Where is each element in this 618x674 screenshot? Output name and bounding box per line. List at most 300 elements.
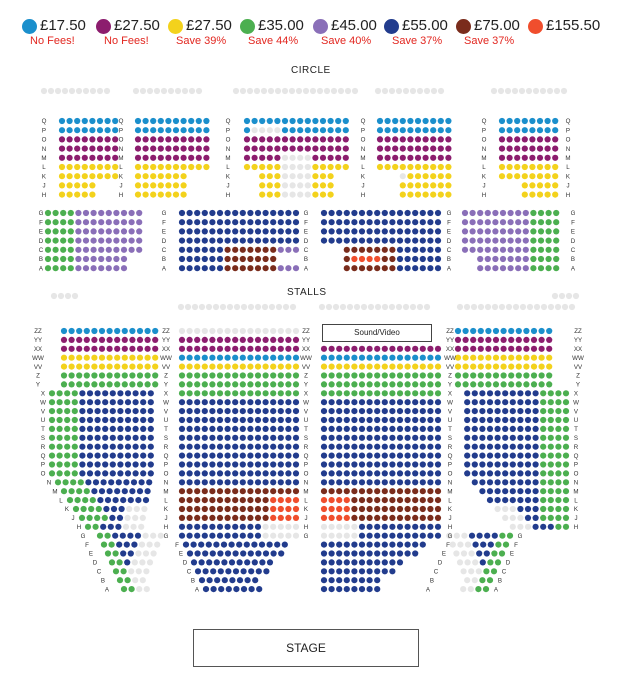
seat[interactable] (106, 210, 112, 216)
seat[interactable] (67, 127, 73, 133)
seat[interactable] (255, 247, 261, 253)
seat[interactable] (351, 408, 357, 414)
seat[interactable] (255, 435, 261, 441)
seat[interactable] (204, 183, 209, 188)
seat[interactable] (255, 524, 261, 530)
seat[interactable] (248, 550, 254, 556)
seat[interactable] (119, 506, 125, 512)
seat[interactable] (382, 435, 388, 441)
seat[interactable] (540, 390, 546, 396)
seat[interactable] (181, 182, 187, 188)
seat[interactable] (267, 173, 273, 179)
seat[interactable] (278, 550, 284, 556)
seat[interactable] (225, 506, 231, 512)
seat[interactable] (533, 515, 539, 521)
seat[interactable] (336, 372, 342, 378)
seat[interactable] (500, 192, 505, 197)
seat[interactable] (501, 346, 507, 352)
seat[interactable] (245, 174, 250, 179)
seat[interactable] (403, 304, 409, 310)
seat[interactable] (525, 524, 531, 530)
seat[interactable] (431, 88, 437, 94)
seat[interactable] (110, 435, 116, 441)
seat[interactable] (106, 219, 112, 225)
seat[interactable] (538, 219, 544, 225)
seat[interactable] (202, 238, 208, 244)
seat[interactable] (105, 146, 111, 152)
seat[interactable] (367, 497, 373, 503)
seat[interactable] (128, 497, 134, 503)
seat[interactable] (485, 238, 491, 244)
seat[interactable] (147, 559, 153, 565)
seat[interactable] (114, 381, 120, 387)
seat[interactable] (187, 488, 193, 494)
seat[interactable] (329, 497, 335, 503)
seat[interactable] (344, 533, 350, 539)
seat[interactable] (470, 355, 476, 361)
seat[interactable] (479, 453, 485, 459)
seat[interactable] (105, 192, 110, 197)
seat[interactable] (427, 515, 433, 521)
seat[interactable] (397, 390, 403, 396)
seat[interactable] (187, 372, 193, 378)
seat[interactable] (209, 435, 215, 441)
seat[interactable] (464, 470, 470, 476)
seat[interactable] (539, 328, 545, 334)
seat[interactable] (263, 417, 269, 423)
seat[interactable] (463, 381, 469, 387)
seat[interactable] (412, 219, 418, 225)
seat[interactable] (232, 435, 238, 441)
seat[interactable] (114, 346, 120, 352)
seat[interactable] (133, 399, 139, 405)
seat[interactable] (420, 524, 426, 530)
seat[interactable] (122, 328, 128, 334)
seat[interactable] (79, 444, 85, 450)
seat[interactable] (110, 470, 116, 476)
seat[interactable] (517, 435, 523, 441)
seat[interactable] (479, 479, 485, 485)
seat[interactable] (278, 506, 284, 512)
seat[interactable] (67, 155, 73, 161)
seat[interactable] (566, 293, 572, 299)
seat[interactable] (501, 372, 507, 378)
seat[interactable] (278, 372, 284, 378)
seat[interactable] (267, 559, 273, 565)
seat[interactable] (137, 337, 143, 343)
seat[interactable] (259, 155, 265, 161)
seat[interactable] (165, 192, 171, 198)
seat[interactable] (274, 118, 280, 124)
seat[interactable] (563, 461, 569, 467)
seat[interactable] (57, 435, 63, 441)
seat[interactable] (271, 550, 277, 556)
seat[interactable] (202, 524, 208, 530)
seat[interactable] (84, 337, 90, 343)
seat[interactable] (548, 524, 554, 530)
seat[interactable] (104, 88, 110, 94)
seat[interactable] (225, 247, 231, 253)
seat[interactable] (427, 265, 433, 271)
seat[interactable] (344, 390, 350, 396)
seat[interactable] (503, 542, 509, 548)
seat[interactable] (435, 346, 441, 352)
seat[interactable] (99, 381, 105, 387)
seat[interactable] (510, 524, 516, 530)
seat[interactable] (259, 136, 265, 142)
seat[interactable] (196, 136, 202, 142)
seat[interactable] (485, 364, 491, 370)
seat[interactable] (491, 550, 497, 556)
seat[interactable] (336, 453, 342, 459)
seat[interactable] (263, 346, 269, 352)
seat[interactable] (121, 219, 127, 225)
seat[interactable] (359, 417, 365, 423)
seat[interactable] (480, 542, 486, 548)
seat[interactable] (202, 479, 208, 485)
seat[interactable] (329, 568, 335, 574)
seat[interactable] (285, 435, 291, 441)
seat[interactable] (516, 355, 522, 361)
seat[interactable] (217, 515, 223, 521)
seat[interactable] (392, 118, 398, 124)
seat[interactable] (305, 136, 311, 142)
seat[interactable] (263, 372, 269, 378)
seat[interactable] (427, 488, 433, 494)
seat[interactable] (508, 372, 514, 378)
seat[interactable] (285, 426, 291, 432)
seat[interactable] (194, 497, 200, 503)
seat[interactable] (555, 470, 561, 476)
seat[interactable] (321, 355, 327, 361)
seat[interactable] (328, 127, 334, 133)
seat[interactable] (502, 417, 508, 423)
seat[interactable] (555, 488, 561, 494)
seat[interactable] (110, 417, 116, 423)
seat[interactable] (72, 408, 78, 414)
seat[interactable] (187, 364, 193, 370)
seat[interactable] (367, 488, 373, 494)
seat[interactable] (344, 497, 350, 503)
seat[interactable] (179, 399, 185, 405)
seat[interactable] (179, 488, 185, 494)
seat[interactable] (472, 399, 478, 405)
seat[interactable] (247, 488, 253, 494)
seat[interactable] (72, 453, 78, 459)
seat[interactable] (522, 155, 528, 161)
seat[interactable] (217, 497, 223, 503)
seat[interactable] (76, 355, 82, 361)
seat[interactable] (415, 127, 421, 133)
seat[interactable] (247, 328, 253, 334)
seat[interactable] (136, 247, 142, 253)
seat[interactable] (293, 381, 299, 387)
seat[interactable] (455, 337, 461, 343)
seat[interactable] (359, 479, 365, 485)
seat[interactable] (274, 173, 280, 179)
seat[interactable] (427, 372, 433, 378)
seat[interactable] (263, 381, 269, 387)
seat[interactable] (545, 182, 551, 188)
seat[interactable] (435, 256, 441, 262)
seat[interactable] (247, 533, 253, 539)
seat[interactable] (240, 470, 246, 476)
seat[interactable] (336, 219, 342, 225)
seat[interactable] (367, 417, 373, 423)
seat[interactable] (420, 408, 426, 414)
seat[interactable] (278, 453, 284, 459)
seat[interactable] (525, 461, 531, 467)
seat[interactable] (405, 444, 411, 450)
seat[interactable] (540, 453, 546, 459)
seat[interactable] (59, 192, 65, 198)
seat[interactable] (477, 210, 483, 216)
seat[interactable] (106, 256, 112, 262)
seat[interactable] (179, 497, 185, 503)
seat[interactable] (435, 364, 441, 370)
seat[interactable] (389, 524, 395, 530)
seat[interactable] (546, 238, 552, 244)
seat[interactable] (270, 435, 276, 441)
seat[interactable] (405, 238, 411, 244)
seat[interactable] (240, 417, 246, 423)
seat[interactable] (136, 219, 142, 225)
seat[interactable] (240, 88, 246, 94)
seat[interactable] (194, 328, 200, 334)
seat[interactable] (217, 247, 223, 253)
seat[interactable] (397, 256, 403, 262)
seat[interactable] (540, 435, 546, 441)
seat[interactable] (154, 88, 160, 94)
seat[interactable] (179, 426, 185, 432)
seat[interactable] (91, 210, 97, 216)
seat[interactable] (329, 408, 335, 414)
seat[interactable] (129, 219, 135, 225)
seat[interactable] (407, 182, 413, 188)
seat[interactable] (351, 542, 357, 548)
seat[interactable] (196, 88, 202, 94)
seat[interactable] (368, 304, 374, 310)
seat[interactable] (385, 192, 390, 197)
seat[interactable] (97, 173, 103, 179)
seat[interactable] (187, 461, 193, 467)
seat[interactable] (209, 515, 215, 521)
seat[interactable] (385, 118, 391, 124)
seat[interactable] (209, 506, 215, 512)
seat[interactable] (95, 453, 101, 459)
seat[interactable] (282, 542, 288, 548)
seat[interactable] (61, 488, 67, 494)
seat[interactable] (274, 192, 280, 198)
seat[interactable] (359, 381, 365, 387)
seat[interactable] (479, 577, 485, 583)
seat[interactable] (89, 118, 95, 124)
seat[interactable] (427, 247, 433, 253)
seat[interactable] (255, 461, 261, 467)
seat[interactable] (351, 435, 357, 441)
seat[interactable] (181, 164, 187, 170)
seat[interactable] (64, 408, 70, 414)
seat[interactable] (378, 192, 383, 197)
seat[interactable] (263, 328, 269, 334)
seat[interactable] (470, 257, 475, 262)
seat[interactable] (240, 479, 246, 485)
seat[interactable] (326, 304, 332, 310)
seat[interactable] (263, 444, 269, 450)
seat[interactable] (244, 136, 250, 142)
seat[interactable] (400, 173, 406, 179)
seat[interactable] (397, 497, 403, 503)
seat[interactable] (552, 136, 558, 142)
seat[interactable] (84, 381, 90, 387)
seat[interactable] (389, 256, 395, 262)
seat[interactable] (187, 435, 193, 441)
seat[interactable] (359, 390, 365, 396)
seat[interactable] (525, 515, 531, 521)
seat[interactable] (359, 408, 365, 414)
seat[interactable] (508, 265, 514, 271)
seat[interactable] (397, 408, 403, 414)
seat[interactable] (359, 542, 365, 548)
seat[interactable] (502, 488, 508, 494)
seat[interactable] (359, 470, 365, 476)
seat[interactable] (255, 399, 261, 405)
seat[interactable] (194, 337, 200, 343)
seat[interactable] (107, 355, 113, 361)
seat[interactable] (150, 533, 156, 539)
seat[interactable] (305, 127, 311, 133)
seat[interactable] (232, 453, 238, 459)
seat[interactable] (546, 355, 552, 361)
seat[interactable] (247, 444, 253, 450)
seat[interactable] (148, 408, 154, 414)
seat[interactable] (113, 219, 119, 225)
seat[interactable] (217, 408, 223, 414)
seat[interactable] (525, 426, 531, 432)
seat[interactable] (259, 118, 265, 124)
seat[interactable] (293, 444, 299, 450)
seat[interactable] (113, 238, 119, 244)
seat[interactable] (188, 155, 194, 161)
seat[interactable] (461, 533, 467, 539)
seat[interactable] (438, 88, 444, 94)
seat[interactable] (136, 238, 142, 244)
seat[interactable] (479, 390, 485, 396)
seat[interactable] (500, 247, 506, 253)
seat[interactable] (487, 444, 493, 450)
seat[interactable] (405, 219, 411, 225)
seat[interactable] (255, 453, 261, 459)
seat[interactable] (336, 426, 342, 432)
seat[interactable] (472, 577, 478, 583)
seat[interactable] (209, 453, 215, 459)
seat[interactable] (105, 127, 111, 133)
seat[interactable] (397, 210, 403, 216)
seat[interactable] (435, 399, 441, 405)
seat[interactable] (209, 372, 215, 378)
seat[interactable] (352, 88, 358, 94)
seat[interactable] (400, 127, 406, 133)
seat[interactable] (132, 577, 138, 583)
seat[interactable] (202, 390, 208, 396)
seat[interactable] (202, 435, 208, 441)
seat[interactable] (493, 346, 499, 352)
seat[interactable] (76, 88, 82, 94)
seat[interactable] (247, 417, 253, 423)
seat[interactable] (255, 265, 261, 271)
seat[interactable] (337, 257, 342, 262)
seat[interactable] (225, 381, 231, 387)
seat[interactable] (187, 355, 193, 361)
seat[interactable] (435, 426, 441, 432)
seat[interactable] (72, 470, 78, 476)
seat[interactable] (563, 470, 569, 476)
seat[interactable] (389, 381, 395, 387)
seat[interactable] (120, 497, 126, 503)
seat[interactable] (539, 372, 545, 378)
seat[interactable] (516, 328, 522, 334)
seat[interactable] (430, 155, 436, 161)
seat[interactable] (117, 426, 123, 432)
seat[interactable] (359, 453, 365, 459)
seat[interactable] (102, 435, 108, 441)
seat[interactable] (191, 542, 197, 548)
seat[interactable] (548, 444, 554, 450)
seat[interactable] (351, 515, 357, 521)
seat[interactable] (328, 164, 334, 170)
seat[interactable] (515, 210, 521, 216)
seat[interactable] (510, 479, 516, 485)
seat[interactable] (194, 265, 200, 271)
seat[interactable] (194, 470, 200, 476)
seat[interactable] (420, 372, 426, 378)
seat[interactable] (225, 417, 231, 423)
seat[interactable] (343, 183, 348, 188)
seat[interactable] (508, 219, 514, 225)
seat[interactable] (508, 256, 514, 262)
seat[interactable] (502, 453, 508, 459)
seat[interactable] (517, 417, 523, 423)
seat[interactable] (322, 266, 327, 271)
seat[interactable] (554, 88, 560, 94)
seat[interactable] (82, 127, 88, 133)
seat[interactable] (478, 372, 484, 378)
seat[interactable] (82, 146, 88, 152)
seat[interactable] (367, 219, 373, 225)
seat[interactable] (559, 293, 565, 299)
seat[interactable] (336, 533, 342, 539)
seat[interactable] (129, 210, 135, 216)
seat[interactable] (112, 155, 118, 161)
seat[interactable] (240, 381, 246, 387)
seat[interactable] (140, 515, 146, 521)
seat[interactable] (412, 265, 418, 271)
seat[interactable] (336, 542, 342, 548)
seat[interactable] (225, 390, 231, 396)
seat[interactable] (520, 304, 526, 310)
seat[interactable] (351, 461, 357, 467)
seat[interactable] (502, 506, 508, 512)
seat[interactable] (252, 155, 258, 161)
seat[interactable] (435, 390, 441, 396)
seat[interactable] (270, 247, 276, 253)
seat[interactable] (552, 118, 558, 124)
seat[interactable] (263, 497, 269, 503)
seat[interactable] (203, 568, 209, 574)
seat[interactable] (49, 408, 55, 414)
seat[interactable] (548, 453, 554, 459)
seat[interactable] (335, 155, 341, 161)
